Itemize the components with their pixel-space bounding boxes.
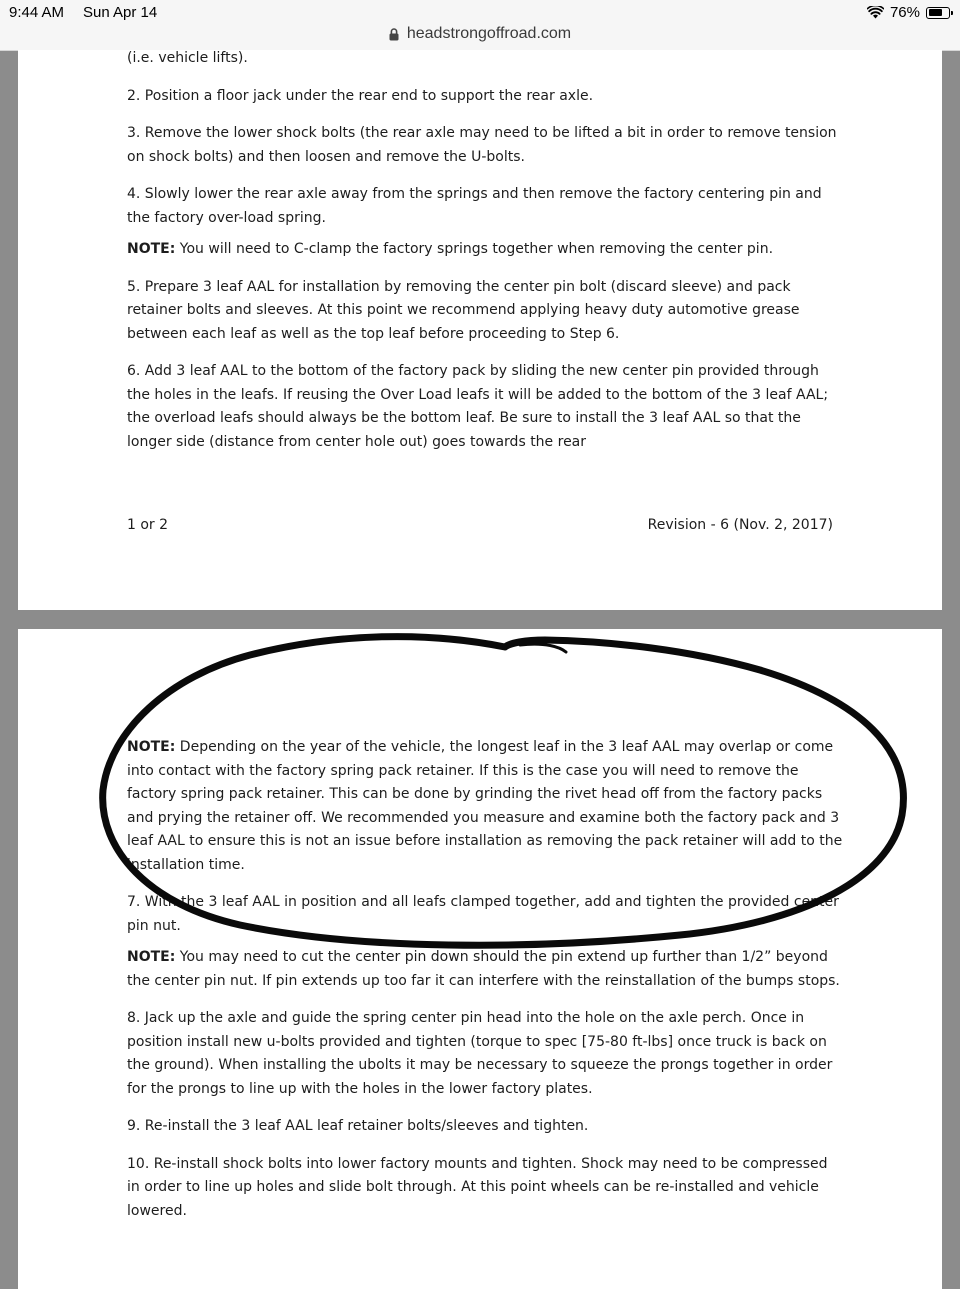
- battery-level-fill: [929, 9, 943, 16]
- lock-icon: [389, 28, 399, 41]
- status-date: Sun Apr 14: [83, 4, 158, 21]
- page2-note: NOTE: You may need to cut the center pin down should the pin extend up further than 1/2” beyond the center pin nut. If pin extends up too far it can interfere with the reinstallation of the bumps stops.: [127, 949, 840, 989]
- pdf-page-2: [18, 629, 942, 1289]
- page2-paragraph: 8. Jack up the axle and guide the spring center pin head into the hole on the axle perch. Once in position install new u-bolts provided and tighten (torque to spec [75-80 ft-lbs] once truck is back on the ground). When installing the ubolts it may be necessary to squeeze the prongs together in order for the prongs to line up with the holes in the lower factory plates.: [127, 1010, 833, 1097]
- wifi-icon: [867, 6, 884, 19]
- page1-paragraph: (i.e. vehicle lifts).: [127, 50, 248, 66]
- status-and-url-bar: [0, 0, 960, 51]
- page1-paragraph: 4. Slowly lower the rear axle away from the springs and then remove the factory centering pin and the factory over-load spring.: [127, 186, 822, 226]
- pdf-page-1: [18, 50, 942, 610]
- battery-icon: [926, 7, 950, 19]
- page2-note: NOTE: Depending on the year of the vehicle, the longest leaf in the 3 leaf AAL may overlap or come into contact with the factory spring pack retainer. If this is the case you will need to remove the factory spring pack retainer. This can be done by grinding the rivet head off from the factory packs and prying the retainer off. We recommended you measure and examine both the factory pack and 3 leaf AAL to ensure this is not an issue before installation as removing the pack retainer will add to the installation time.: [127, 739, 843, 873]
- page1-paragraph: 6. Add 3 leaf AAL to the bottom of the factory pack by sliding the new center pin provided through the holes in the leafs. If reusing the Over Load leafs it will be added to the bottom of the 3 leaf AAL; the overload leafs should always be the bottom leaf. Be sure to install the 3 leaf AAL so that the longer side (distance from center hole out) goes towards the rear: [127, 363, 829, 450]
- page1-note: NOTE: You will need to C-clamp the factory springs together when removing the center pin.: [127, 241, 774, 257]
- page-number: 1 or 2: [127, 517, 169, 533]
- status-time: 9:44 AM: [9, 4, 65, 21]
- page1-paragraph: 5. Prepare 3 leaf AAL for installation by removing the center pin bolt (discard sleeve) and pack retainer bolts and sleeves. At this point we recommend applying heavy duty automotive grease between each leaf as well as the top leaf before proceeding to Step 6.: [127, 278, 800, 342]
- address-bar[interactable]: [0, 22, 960, 46]
- url-text[interactable]: headstrongoffroad.com: [406, 25, 572, 42]
- page2-paragraph: 7. With the 3 leaf AAL in position and all leafs clamped together, add and tighten the provided center pin nut.: [127, 894, 839, 934]
- battery-percent: 76%: [889, 4, 920, 21]
- page1-paragraph: 3. Remove the lower shock bolts (the rear axle may need to be lifted a bit in order to remove tension on shock bolts) and then loosen and remove the U-bolts.: [127, 125, 837, 165]
- page2-paragraph: 9. Re-install the 3 leaf AAL leaf retainer bolts/sleeves and tighten.: [127, 1118, 589, 1134]
- page1-paragraph: 2. Position a floor jack under the rear end to support the rear axle.: [127, 87, 594, 104]
- page2-paragraph: 10. Re-install shock bolts into lower factory mounts and tighten. Shock may need to be compressed in order to line up holes and slide bolt through. At this point wheels can be re-installed and vehicle lowered.: [127, 1155, 828, 1219]
- page1-body: [127, 47, 843, 468]
- page2-body: [127, 736, 843, 1237]
- status-indicators: [867, 4, 950, 21]
- revision-label: Revision - 6 (Nov. 2, 2017): [647, 517, 833, 533]
